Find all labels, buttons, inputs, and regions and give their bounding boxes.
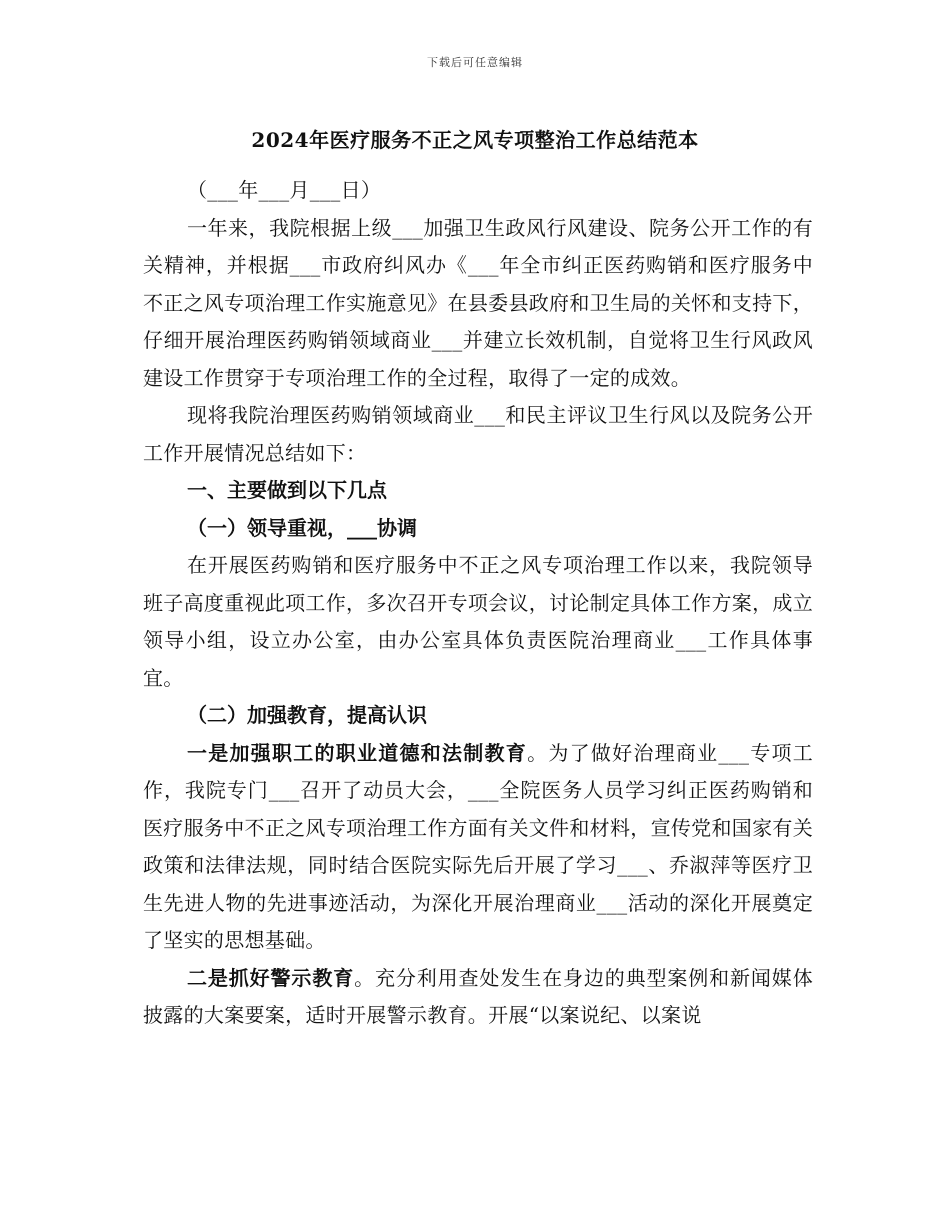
paragraph-education-lead: 一是加强职工的职业道德和法制教育 xyxy=(187,740,528,765)
document-body xyxy=(143,172,813,1035)
subsection-heading-2: （二）加强教育，提高认识 xyxy=(187,703,427,727)
paragraph-warning-body: 。充分利用查处发生在身边的典型案例和新闻媒体披露的大案要案，适时开展警示教育。开展“以案说纪、以案说 xyxy=(143,965,813,1027)
date-line: （___年___月___日） xyxy=(187,178,382,202)
document-title: 2024年医疗服务不正之风专项整治工作总结范本 xyxy=(251,128,699,152)
subsection-heading-1: （一）领导重视，___协调 xyxy=(187,515,417,540)
header-note: 下载后可任意编辑 xyxy=(427,56,523,69)
paragraph-intro: 一年来，我院根据上级___加强卫生政风行风建设、院务公开工作的有关精神，并根据___市政府纠风办《___年全市纠正医药购销和医疗服务中不正之风专项治理工作实施意见》在县委县政府和卫生局的关怀和支持下，仔细开展治理医药购销领域商业___并建立长效机制，自觉将卫生行风政风建设工作贯穿于专项治理工作的全过程，取得了一定的成效。 xyxy=(143,215,813,390)
paragraph-summary: 现将我院治理医药购销领域商业___和民主评议卫生行风以及院务公开工作开展情况总结如下： xyxy=(143,403,813,465)
paragraph-warning-lead: 二是抓好警示教育 xyxy=(187,965,355,990)
paragraph-warning xyxy=(143,960,813,1035)
paragraph-leadership: 在开展医药购销和医疗服务中不正之风专项治理工作以来，我院领导班子高度重视此项工作，多次召开专项会议，讨论制定具体工作方案，成立领导小组，设立办公室，由办公室具体负责医院治理商业___工作具体事宜。 xyxy=(143,553,813,690)
paragraph-education-body: 。为了做好治理商业___专项工作，我院专门___召开了动员大会，___全院医务人员学习纠正医药购销和医疗服务中不正之风专项治理工作方面有关文件和材料，宣传党和国家有关政策和法律法规，同时结合医院实际先后开展了学习___、乔淑萍等医疗卫生先进人物的先进事迹活动，为深化开展治理商业___活动的深化开展奠定了坚实的思想基础。 xyxy=(143,740,813,952)
paragraph-education xyxy=(143,735,813,960)
section-heading-1: 一、主要做到以下几点 xyxy=(187,478,387,502)
